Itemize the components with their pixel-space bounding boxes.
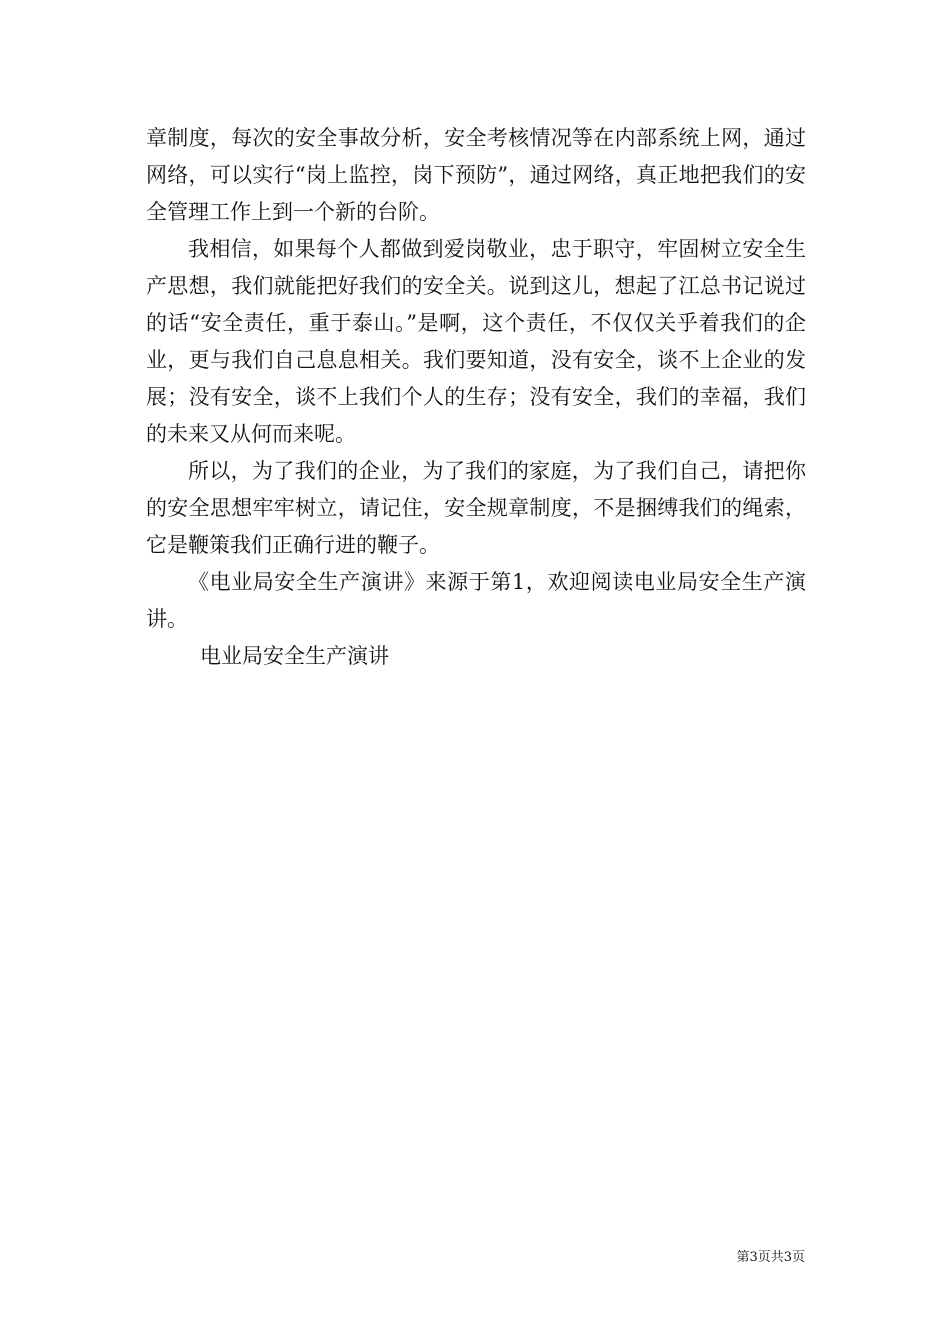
- document-body: [146, 120, 806, 675]
- paragraph-belief: 我相信，如果每个人都做到爱岗敬业，忠于职守，牢固树立安全生产思想，我们就能把好我们的安全关。说到这儿，想起了江总书记说过的话“安全责任，重于泰山。”是啊，这个责任，不仅仅关乎着我们的企业，更与我们自己息息相关。我们要知道，没有安全，谈不上企业的发展；没有安全，谈不上我们个人的生存；没有安全，我们的幸福，我们的未来又从何而来呢。: [146, 237, 806, 446]
- paragraph-continuation: 章制度，每次的安全事故分析，安全考核情况等在内部系统上网，通过网络，可以实行“岗上监控，岗下预防”，通过网络，真正地把我们的安全管理工作上到一个新的台阶。: [146, 126, 806, 224]
- paragraph-source-note: 《电业局安全生产演讲》来源于第1，欢迎阅读电业局安全生产演讲。: [146, 570, 806, 631]
- closing-title: 电业局安全生产演讲: [200, 644, 389, 668]
- page-number-footer: 第3页共3页: [736, 1250, 805, 1265]
- paragraph-conclusion: 所以，为了我们的企业，为了我们的家庭，为了我们自己，请把你的安全思想牢牢树立，请记住，安全规章制度，不是捆缚我们的绳索，它是鞭策我们正确行进的鞭子。: [146, 459, 806, 557]
